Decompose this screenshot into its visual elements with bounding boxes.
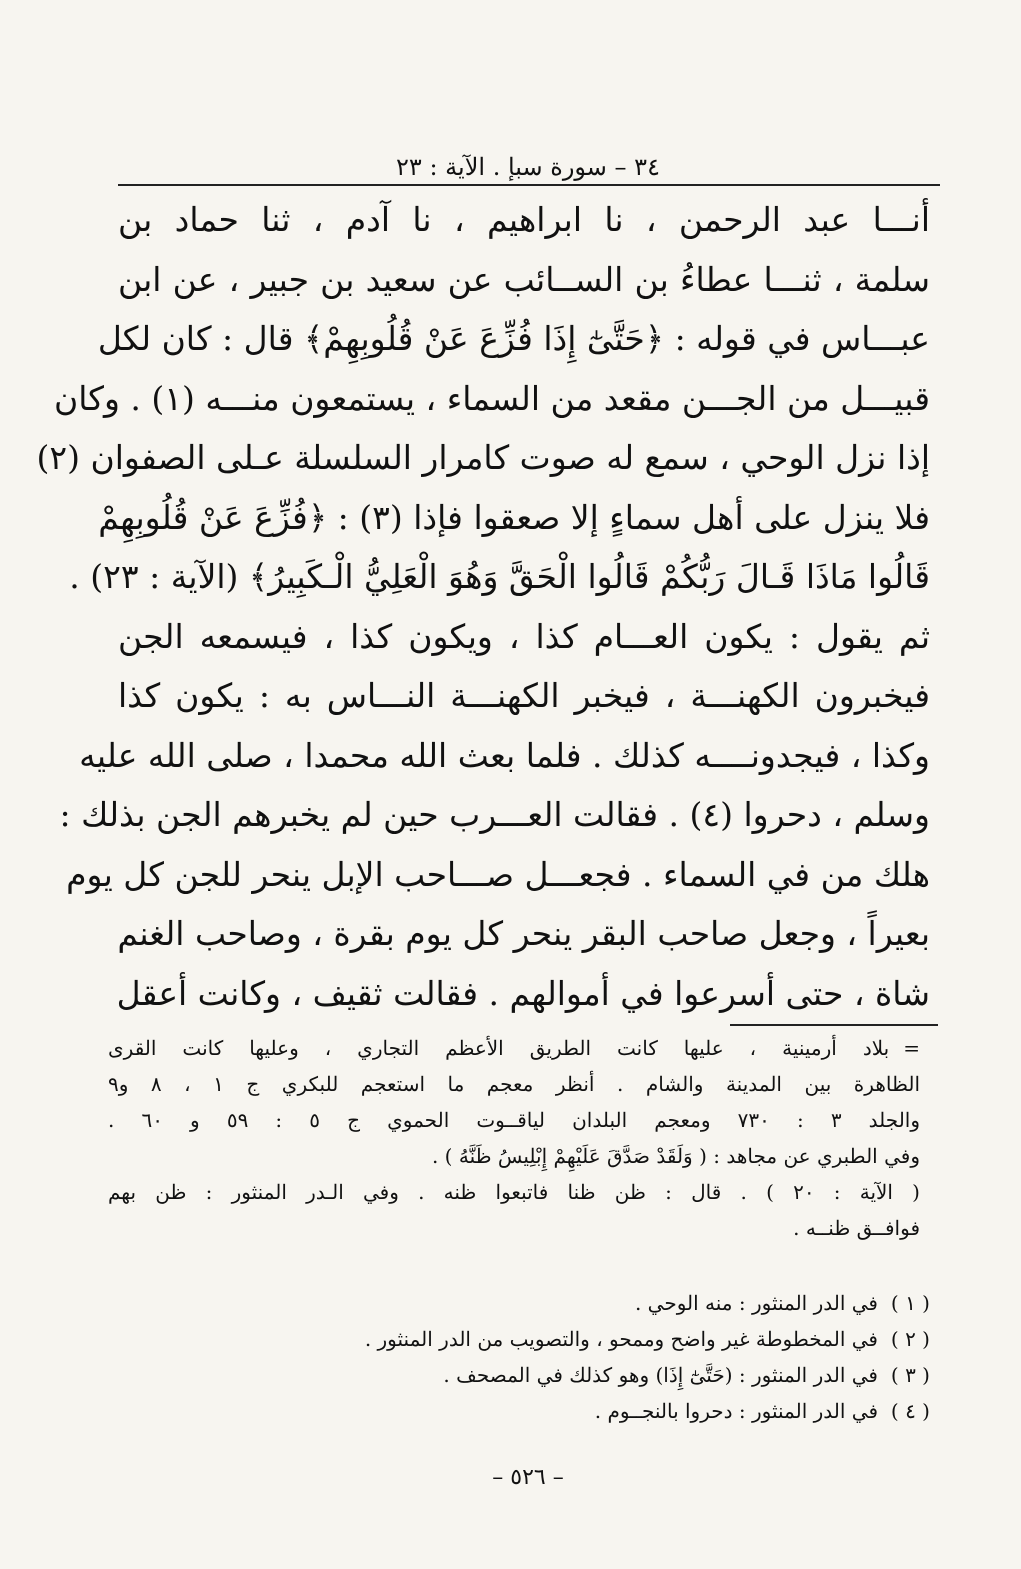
body-line: بعيراً ، وجعل صاحب البقر ينحر كل يوم بقرة ، وصاحب الغنم [117,914,930,953]
footnote-text: في الدر المنثور : دحروا بالنجــوم . [594,1399,878,1423]
body-line: إذا نزل الوحي ، سمع له صوت كامرار السلسلة عـلى الصفوان (٢) [36,438,930,477]
body-line: وسلم ، دحروا (٤) . فقالت العـــرب حين لم يخبرهم الجن بذلك : [59,795,930,834]
continued-footnote-line [108,1030,920,1066]
continued-footnote-line: فوافــق ظنــه . [793,1216,920,1240]
body-line: قبيـــل من الجـــن مقعد من السماء ، يستمعون منـــه (١) . وكان [54,378,930,418]
footnote-separator [730,1024,938,1026]
continued-footnote-text: بلاد أرمينية ، عليها كانت الطريق الأعظم التجاري ، وعليها كانت القرى [108,1036,890,1060]
header-rule [118,184,940,186]
body-line: وكذا ، فيجدونــــه كذلك . فلما بعث الله محمدا ، صلى الله عليه [79,735,930,775]
body-line: أنـــا عبد الرحمن ، نا ابراهيم ، نا آدم ، ثنا حماد بن [118,200,930,239]
continued-footnote-line: والجلد ٣ : ٧٣٠ ومعجم البلدان لياقــوت الحموي ج ٥ : ٥٩ و ٦٠ . [108,1108,921,1132]
body-line: عبـــاس في قوله : ﴿حَتَّىٰٓ إِذَا فُزِّعَ عَنْ قُلُوبِهِمْ﴾ قال : كان لكل [97,319,930,358]
footnote-number: ( ١ ) [890,1291,930,1315]
continued-footnote-line: الظاهرة بين المدينة والشام . أنظر معجم ما استعجم للبكري ج ١ ، ٨ و٩ [108,1072,921,1096]
continued-footnote-line: ( الآية : ٢٠ ) . قال : ظن ظنا فاتبعوا ظنه . وفي الـدر المنثور : ظن بهم [108,1180,920,1204]
footnote-item [118,1357,930,1393]
footnote-text: في الدر المنثور : منه الوحي . [634,1291,878,1315]
body-line: هلك من في السماء . فجعـــل صـــاحب الإبل ينحر للجن كل يوم [66,854,930,894]
footnote-number: ( ٣ ) [890,1363,930,1387]
footnote-number: ( ٢ ) [890,1327,930,1351]
continued-footnote [108,1030,920,1246]
body-line: فيخبرون الكهنـــة ، فيخبر الكهنـــة النـــاس به : يكون كذا [118,676,930,715]
footnote-text: في الدر المنثور : (حَتَّىٰٓ إِذَا) وهو كذلك في المصحف . [443,1363,878,1387]
footnote-number: ( ٤ ) [890,1399,930,1423]
continuation-marker: = [903,1036,920,1060]
body-line: ثم يقول : يكون العـــام كذا ، ويكون كذا ، فيسمعه الجن [118,616,930,656]
footnote-text: في المخطوطة غير واضح وممحو ، والتصويب من الدر المنثور . [364,1327,878,1351]
footnote-item [118,1321,930,1357]
footnotes-list [118,1285,930,1429]
body-line: قَالُوا مَاذَا قَـالَ رَبُّكُمْ قَالُوا الْحَقَّ وَهُوَ الْعَلِيُّ الْـكَبِيرُ﴾ (الآية : ٢٣) . [69,557,930,596]
footnote-item [118,1393,930,1429]
continued-footnote-line: وفي الطبري عن مجاهد : ( وَلَقَدْ صَدَّقَ عَلَيْهِمْ إِبْلِيسُ ظَنَّهُ ) . [431,1144,920,1168]
body-line: فلا ينزل على أهل سماءٍ إلا صعقوا فإذا (٣) : ﴿فُزِّعَ عَنْ قُلُوبِهِمْ [98,497,930,537]
footnote-item [118,1285,930,1321]
main-text-body [36,190,930,1023]
body-line: سلمة ، ثنـــا عطاءُ بن الســائب عن سعيد بن جبير ، عن ابن [118,259,930,299]
body-line: شاة ، حتى أسرعوا في أموالهم . فقالت ثقيف ، وكانت أعقل [116,973,930,1013]
running-header: ٣٤ – سورة سبإ . الآية : ٢٣ [396,153,660,181]
page-number: – ٥٢٦ – [492,1465,564,1490]
